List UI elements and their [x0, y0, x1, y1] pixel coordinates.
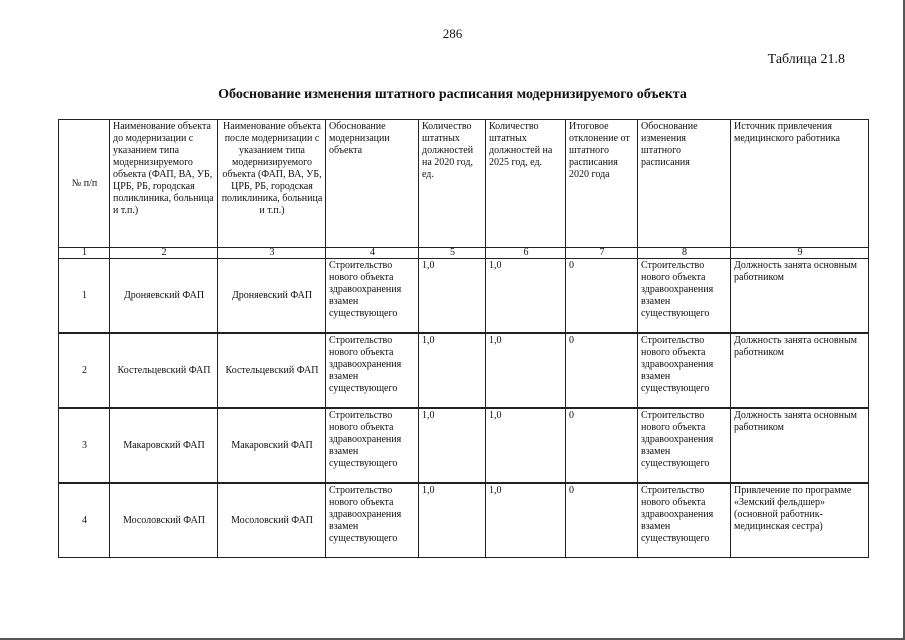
header-modernization-reason: Обоснование модернизации объекта [326, 120, 419, 248]
column-number: 3 [218, 248, 326, 259]
modernization-reason: Строительство нового объекта здравоохранения взамен существующего [326, 259, 419, 334]
document-title: Обоснование изменения штатного расписания модернизируемого объекта [218, 87, 687, 102]
staff-2020: 1,0 [419, 483, 486, 558]
column-number: 7 [566, 248, 638, 259]
modernization-reason: Строительство нового объекта здравоохранения взамен существующего [326, 333, 419, 408]
staff-2025: 1,0 [486, 259, 566, 334]
object-before: Макаровский ФАП [110, 408, 218, 483]
row-number: 3 [59, 408, 110, 483]
row-number: 2 [59, 333, 110, 408]
header-justification: Обоснование изменения штатного расписания [638, 120, 731, 248]
table-row [59, 408, 869, 483]
staffing-table [58, 119, 869, 558]
header-object-after: Наименование объекта после модернизации с указанием типа модернизируемого объекта (ФАП, ВА, УБ, ЦРБ, РБ, городская поликлиника, больница и т.п.) [218, 120, 326, 248]
staff-source: Должность занята основным работником [731, 259, 869, 334]
staff-2020: 1,0 [419, 259, 486, 334]
header-row [59, 120, 869, 248]
justification: Строительство нового объекта здравоохранения взамен существующего [638, 259, 731, 334]
staff-2020: 1,0 [419, 408, 486, 483]
header-number: № п/п [59, 120, 110, 248]
object-before: Дроняевский ФАП [110, 259, 218, 334]
page-number: 286 [442, 26, 463, 41]
justification: Строительство нового объекта здравоохранения взамен существующего [638, 483, 731, 558]
object-after: Костельцевский ФАП [218, 333, 326, 408]
modernization-reason: Строительство нового объекта здравоохранения взамен существующего [326, 408, 419, 483]
column-number: 9 [731, 248, 869, 259]
object-before: Мосоловский ФАП [110, 483, 218, 558]
row-number: 1 [59, 259, 110, 334]
deviation: 0 [566, 483, 638, 558]
column-number: 2 [110, 248, 218, 259]
header-staff-2020: Количество штатных должностей на 2020 год, ед. [419, 120, 486, 248]
justification: Строительство нового объекта здравоохранения взамен существующего [638, 408, 731, 483]
object-after: Макаровский ФАП [218, 408, 326, 483]
column-number: 4 [326, 248, 419, 259]
staff-2025: 1,0 [486, 483, 566, 558]
header-object-before: Наименование объекта до модернизации с указанием типа модернизируемого объекта (ФАП, ВА, УБ, ЦРБ, РБ, городская поликлиника, больница и т.п.) [110, 120, 218, 248]
staff-source: Должность занята основным работником [731, 408, 869, 483]
column-number-row [59, 248, 869, 259]
table-row [59, 483, 869, 558]
column-number: 5 [419, 248, 486, 259]
justification: Строительство нового объекта здравоохранения взамен существующего [638, 333, 731, 408]
column-number: 8 [638, 248, 731, 259]
header-source: Источник привлечения медицинского работника [731, 120, 869, 248]
header-staff-2025: Количество штатных должностей на 2025 год, ед. [486, 120, 566, 248]
modernization-reason: Строительство нового объекта здравоохранения взамен существующего [326, 483, 419, 558]
staff-2025: 1,0 [486, 333, 566, 408]
table-row [59, 333, 869, 408]
table-label: Таблица 21.8 [767, 52, 845, 67]
deviation: 0 [566, 259, 638, 334]
table-row [59, 259, 869, 334]
deviation: 0 [566, 408, 638, 483]
deviation: 0 [566, 333, 638, 408]
staff-source: Привлечение по программе «Земский фельдшер» (основной работник- медицинская сестра) [731, 483, 869, 558]
staff-source: Должность занята основным работником [731, 333, 869, 408]
staff-2025: 1,0 [486, 408, 566, 483]
row-number: 4 [59, 483, 110, 558]
header-deviation: Итоговое отклонение от штатного расписания 2020 года [566, 120, 638, 248]
object-after: Мосоловский ФАП [218, 483, 326, 558]
object-after: Дроняевский ФАП [218, 259, 326, 334]
staff-2020: 1,0 [419, 333, 486, 408]
column-number: 1 [59, 248, 110, 259]
column-number: 6 [486, 248, 566, 259]
object-before: Костельцевский ФАП [110, 333, 218, 408]
